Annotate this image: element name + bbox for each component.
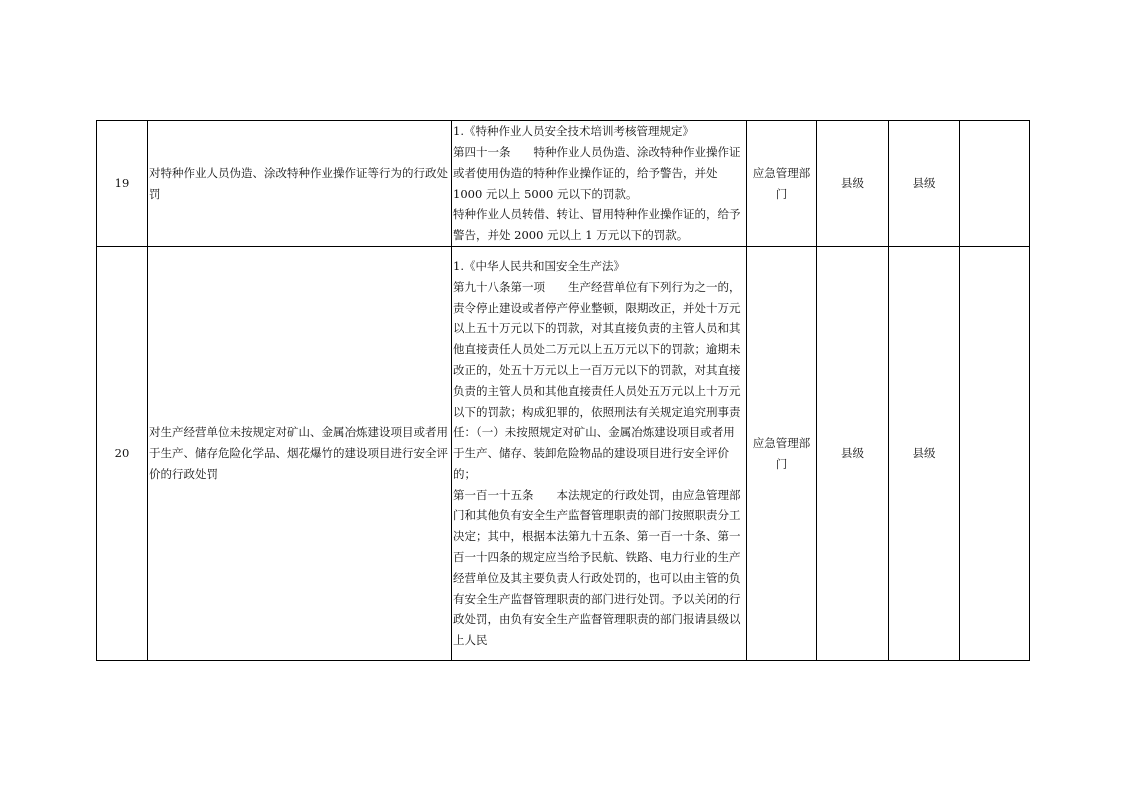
basis-paragraph: 特种作业人员转借、转让、冒用特种作业操作证的，给予警告，并处 2000 元以上 1 万元以下的罚款。 <box>453 207 741 243</box>
remark <box>960 247 1030 661</box>
level-b: 县级 <box>889 121 960 247</box>
department: 应急管理部门 <box>747 121 817 247</box>
basis-paragraph: 1.《特种作业人员安全技术培训考核管理规定》 <box>453 124 694 139</box>
basis-paragraph: 第一百一十五条 本法规定的行政处罚，由应急管理部门和其他负有安全生产监督管理职责的部门按照职责分工决定；其中，根据本法第九十五条、第一百一十条、第一百一十四条的规定应当给予民航、铁路、电力行业的生产经营单位及其主要负责人行政处罚的，也可以由主管的负有安全生产监督管理职责的部门进行处罚。予以关闭的行政处罚，由负有安全生产监督管理职责的部门报请县级以上人民 <box>453 487 741 648</box>
table-row <box>97 247 1030 661</box>
row-number: 19 <box>97 121 148 247</box>
remark <box>960 121 1030 247</box>
item-name: 对特种作业人员伪造、涂改特种作业操作证等行为的行政处罚 <box>148 121 452 247</box>
level-a: 县级 <box>817 247 889 661</box>
department: 应急管理部门 <box>747 247 817 661</box>
penalty-table <box>96 120 1030 661</box>
legal-basis <box>452 121 747 247</box>
row-number: 20 <box>97 247 148 661</box>
level-b: 县级 <box>889 247 960 661</box>
basis-paragraph: 第九十八条第一项 生产经营单位有下列行为之一的，责令停止建设或者停产停业整顿，限期改正，并处十万元以上五十万元以下的罚款，对其直接负责的主管人员和其他直接责任人员处二万元以上五万元以下的罚款；逾期未改正的，处五十万元以上一百万元以下的罚款，对其直接负责的主管人员和其他直接责任人员处五万元以上十万元以下的罚款；构成犯罪的，依照刑法有关规定追究刑事责任：（一）未按照规定对矿山、金属冶炼建设项目或者用于生产、储存、装卸危险物品的建设项目进行安全评价的； <box>453 279 741 481</box>
table-row <box>97 121 1030 247</box>
legal-basis <box>452 247 747 661</box>
level-a: 县级 <box>817 121 889 247</box>
basis-paragraph: 第四十一条 特种作业人员伪造、涂改特种作业操作证或者使用伪造的特种作业操作证的，给予警告，并处 1000 元以上 5000 元以下的罚款。 <box>453 144 741 201</box>
item-name: 对生产经营单位未按规定对矿山、金属冶炼建设项目或者用于生产、储存危险化学品、烟花爆竹的建设项目进行安全评价的行政处罚 <box>148 247 452 661</box>
basis-paragraph: 1.《中华人民共和国安全生产法》 <box>453 258 625 273</box>
